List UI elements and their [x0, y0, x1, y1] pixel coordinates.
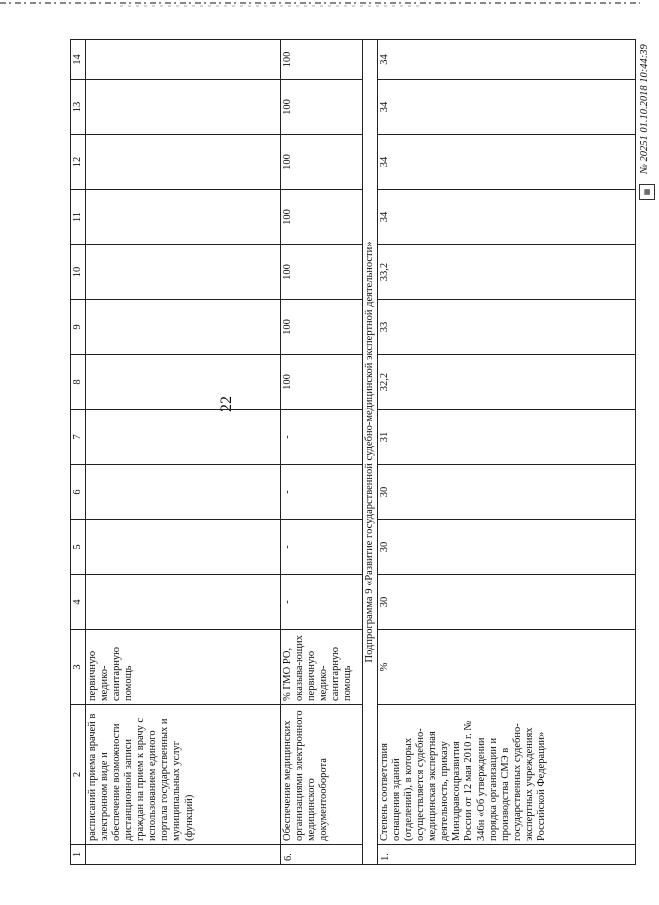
cell-value	[86, 245, 281, 300]
registration-stamp	[635, 0, 659, 200]
cell-value: -	[281, 520, 363, 575]
col-header: 9	[71, 300, 86, 355]
col-header: 7	[71, 410, 86, 465]
cell-index	[86, 845, 281, 865]
col-header: 10	[71, 245, 86, 300]
cell-unit: % ГМО РО, оказыва-ющих первичную медико-санитарную помощь	[281, 630, 363, 705]
cell-value	[86, 40, 281, 80]
cell-value: 33,2	[378, 245, 636, 300]
cell-value: 34	[378, 135, 636, 190]
cell-value: 100	[281, 190, 363, 245]
cell-indicator-name: расписаний приема врачей в электронном виде и обеспечение возможности дистанционной записи граждан на прием к врачу с использованием единого портала государственных и муниципальных услуг (функций)	[86, 705, 281, 845]
scan-edge-noise	[0, 0, 640, 10]
cell-value	[86, 300, 281, 355]
col-header: 5	[71, 520, 86, 575]
cell-value: 34	[378, 40, 636, 80]
cell-index: 1.	[378, 845, 636, 865]
col-header: 11	[71, 190, 86, 245]
cell-value	[86, 190, 281, 245]
table-row-6	[281, 40, 363, 865]
cell-indicator-name: Степень соответствия оснащения зданий (отделений), в которых осуществляется судебно-медицинская экспертная деятельность, приказу Минздравсоцразвития России от 12 мая 2010 г. № 346н «Об утверждении порядка организации и производства СМЭ в государственных судебно-экспертных учреждениях Российской Федерации»	[378, 705, 636, 845]
cell-unit: %	[378, 630, 636, 705]
col-header: 12	[71, 135, 86, 190]
table-row-1	[378, 40, 636, 865]
col-header: 1	[71, 845, 86, 865]
col-header: 2	[71, 705, 86, 845]
indicators-table	[70, 39, 636, 865]
subprogram-row	[363, 40, 378, 865]
cell-value	[86, 355, 281, 410]
cell-indicator-name: Обеспечение медицинских организациями электронного медицинского документооборота	[281, 705, 363, 845]
column-numbers-row	[71, 40, 86, 865]
cell-value: 30	[378, 465, 636, 520]
cell-value	[86, 520, 281, 575]
col-header: 13	[71, 80, 86, 135]
cell-value: 100	[281, 355, 363, 410]
cell-value	[86, 410, 281, 465]
cell-value: 100	[281, 80, 363, 135]
cell-value: 32,2	[378, 355, 636, 410]
cell-value	[86, 135, 281, 190]
cell-value: 34	[378, 80, 636, 135]
col-header: 8	[71, 355, 86, 410]
cell-value	[86, 465, 281, 520]
cell-value: 30	[378, 520, 636, 575]
cell-unit: первичную медико-санитарную помощь	[86, 630, 281, 705]
cell-value: 34	[378, 190, 636, 245]
col-header: 6	[71, 465, 86, 520]
cell-value: -	[281, 410, 363, 465]
col-header: 4	[71, 575, 86, 630]
page-number: 22	[218, 396, 235, 412]
table-row-continued	[86, 40, 281, 865]
cell-value: 100	[281, 135, 363, 190]
cell-value: -	[281, 465, 363, 520]
cell-value: -	[281, 575, 363, 630]
cell-value: 31	[378, 410, 636, 465]
cell-value: 30	[378, 575, 636, 630]
col-header: 3	[71, 630, 86, 705]
stamp-text: № 20251 01.10.2018 10:44:39	[639, 44, 650, 174]
subprogram-title: Подпрограмма 9 «Развитие государственной судебно-медицинской экспертной деятельности»	[363, 40, 378, 865]
cell-value: 100	[281, 40, 363, 80]
stamp-logo-icon: ▦	[639, 184, 655, 200]
cell-value	[86, 575, 281, 630]
rotated-table-wrapper	[70, 40, 635, 865]
col-header: 14	[71, 40, 86, 80]
cell-index: 6.	[281, 845, 363, 865]
cell-value	[86, 80, 281, 135]
cell-value: 33	[378, 300, 636, 355]
cell-value: 100	[281, 245, 363, 300]
cell-value: 100	[281, 300, 363, 355]
